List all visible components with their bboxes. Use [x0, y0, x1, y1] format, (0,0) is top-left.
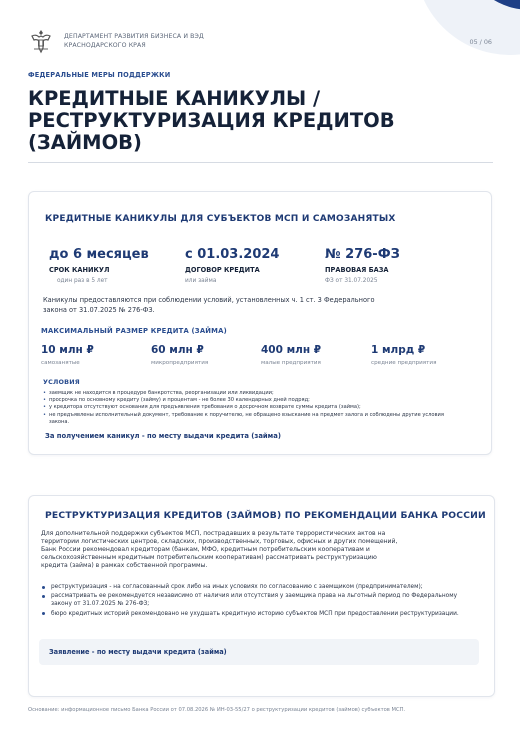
- limit-value: 10 млн ₽: [41, 344, 94, 356]
- crest-icon: [28, 28, 54, 54]
- restructuring-title: РЕСТРУКТУРИЗАЦИЯ КРЕДИТОВ (ЗАЙМОВ) ПО РЕКОМЕНДАЦИИ БАНКА РОССИИ: [45, 510, 486, 521]
- list-item: • просрочка по основному кредиту (займу) и процентам - не более 30 календарных дней подряд;: [43, 397, 483, 404]
- list-item: бюро кредитных историй рекомендовано не ухудшать кредитную историю субъектов МСП при предоставлении реструктуризации.: [41, 610, 481, 618]
- header: [28, 28, 204, 54]
- max-amount-title: МАКСИМАЛЬНЫЙ РАЗМЕР КРЕДИТА (ЗАЙМА): [41, 327, 227, 335]
- paragraph-line: Для дополнительной поддержки субъектов МСП, пострадавших в результате террористических актов на: [41, 530, 386, 537]
- paragraph-line: Банк России рекомендовал кредиторам (банкам, МФО, кредитным потребительским кооперативам и: [41, 546, 370, 554]
- limit-label: малые предприятия: [261, 360, 321, 366]
- section-tag: ФЕДЕРАЛЬНЫЕ МЕРЫ ПОДДЕРЖКИ: [28, 71, 171, 79]
- stat-term: [49, 247, 149, 284]
- limit-micro: [151, 344, 208, 366]
- page-title: [28, 88, 498, 154]
- basis-footnote: Основание: информационное письмо Банка России от 07.08.2026 № ИН-03-55/27 о реструктуризации кредитов (займов) субъектов МСП.: [28, 707, 406, 713]
- application-box: [39, 639, 479, 665]
- restructuring-paragraph: [41, 530, 401, 570]
- title-divider: [28, 162, 493, 163]
- paragraph-line: закона от 31.07.2025 № 276-ФЗ.: [43, 305, 155, 314]
- conditions-title: УСЛОВИЯ: [43, 378, 80, 386]
- stat-label: СРОК КАНИКУЛ: [49, 266, 110, 274]
- stat-legal-basis: [325, 247, 400, 284]
- title-line1: КРЕДИТНЫЕ КАНИКУЛЫ /: [28, 87, 321, 110]
- limit-small: [261, 344, 321, 366]
- dept-name-line2: КРАСНОДАРСКОГО КРАЯ: [64, 42, 146, 49]
- list-item: реструктуризация - на согласованный срок либо на иных условиях по согласованию с заемщиком (предпринимателем);: [41, 583, 481, 591]
- stat-sub: ФЗ от 31.07.2025: [325, 278, 378, 284]
- credit-holidays-card: [28, 191, 492, 455]
- conditions-paragraph: [43, 296, 443, 315]
- limit-medium: [371, 344, 436, 366]
- paragraph-line: сельскохозяйственным кредитным потребительским кооперативам) рассматривать реструктуризацию: [41, 554, 377, 562]
- limit-label: самозанятые: [41, 360, 80, 366]
- page-number: 05 / 06: [469, 38, 492, 46]
- limit-value: 1 млрд ₽: [371, 344, 426, 356]
- restructuring-card: [28, 495, 495, 697]
- list-item: • не предъявлены исполнительный документ, требование к поручителю, не обращено взыскание на предмет залога и соблюдены другие условия: [43, 412, 483, 419]
- list-item-continuation: закону от 31.07.2025 № 276-ФЗ;: [51, 601, 150, 608]
- stat-sub: или займа: [185, 278, 217, 284]
- stat-value: № 276-ФЗ: [325, 247, 400, 262]
- paragraph-line: Каникулы предоставляются при соблюдении условий, установленных ч. 1 ст. 3 Федерального: [43, 296, 375, 304]
- list-item: • у кредитора отсутствуют основания для предъявления требования о досрочном возврате суммы кредита (займа);: [43, 404, 483, 411]
- stat-value: до 6 месяцев: [49, 247, 149, 262]
- paragraph-line: кредита (займа) в рамках собственной программы.: [41, 562, 208, 570]
- stat-sub: один раз в 5 лет: [57, 278, 108, 284]
- list-item: • заемщик не находится в процедуре банкротства, реорганизации или ликвидации;: [43, 390, 483, 397]
- dept-name-line1: ДЕПАРТАМЕНТ РАЗВИТИЯ БИЗНЕСА И ВЭД: [64, 33, 204, 40]
- list-item: рассматривать ее рекомендуется независимо от наличия или отсутствия у заемщика права на льготный период по Федеральному: [41, 592, 481, 600]
- application-text: Заявление - по месту выдачи кредита (займа): [49, 648, 227, 656]
- stat-contract: [185, 247, 279, 284]
- limit-label: микропредприятия: [151, 360, 209, 366]
- restructuring-bullets: [41, 583, 481, 619]
- paragraph-line: территории логистических центров, складских, производственных, торговых, офисных и других помещений,: [41, 538, 398, 546]
- title-line3: (ЗАЙМОВ): [28, 131, 142, 154]
- limit-value: 400 млн ₽: [261, 344, 322, 356]
- limit-value: 60 млн ₽: [151, 344, 204, 356]
- stat-label: ПРАВОВАЯ БАЗА: [325, 266, 389, 274]
- credit-holidays-title: КРЕДИТНЫЕ КАНИКУЛЫ ДЛЯ СУБЪЕКТОВ МСП И САМОЗАНЯТЫХ: [45, 214, 396, 224]
- list-item: закона.: [49, 418, 70, 425]
- stat-value: с 01.03.2024: [185, 247, 280, 262]
- limit-label: средние предприятия: [371, 360, 437, 366]
- conditions-list: [43, 390, 483, 426]
- stat-label: ДОГОВОР КРЕДИТА: [185, 266, 260, 274]
- credit-holidays-footer: За получением каникул - по месту выдачи кредита (займа): [45, 432, 281, 440]
- corner-decoration: [380, 0, 520, 60]
- limit-self-employed: [41, 344, 94, 366]
- title-line2: РЕСТРУКТУРИЗАЦИЯ КРЕДИТОВ: [28, 109, 395, 132]
